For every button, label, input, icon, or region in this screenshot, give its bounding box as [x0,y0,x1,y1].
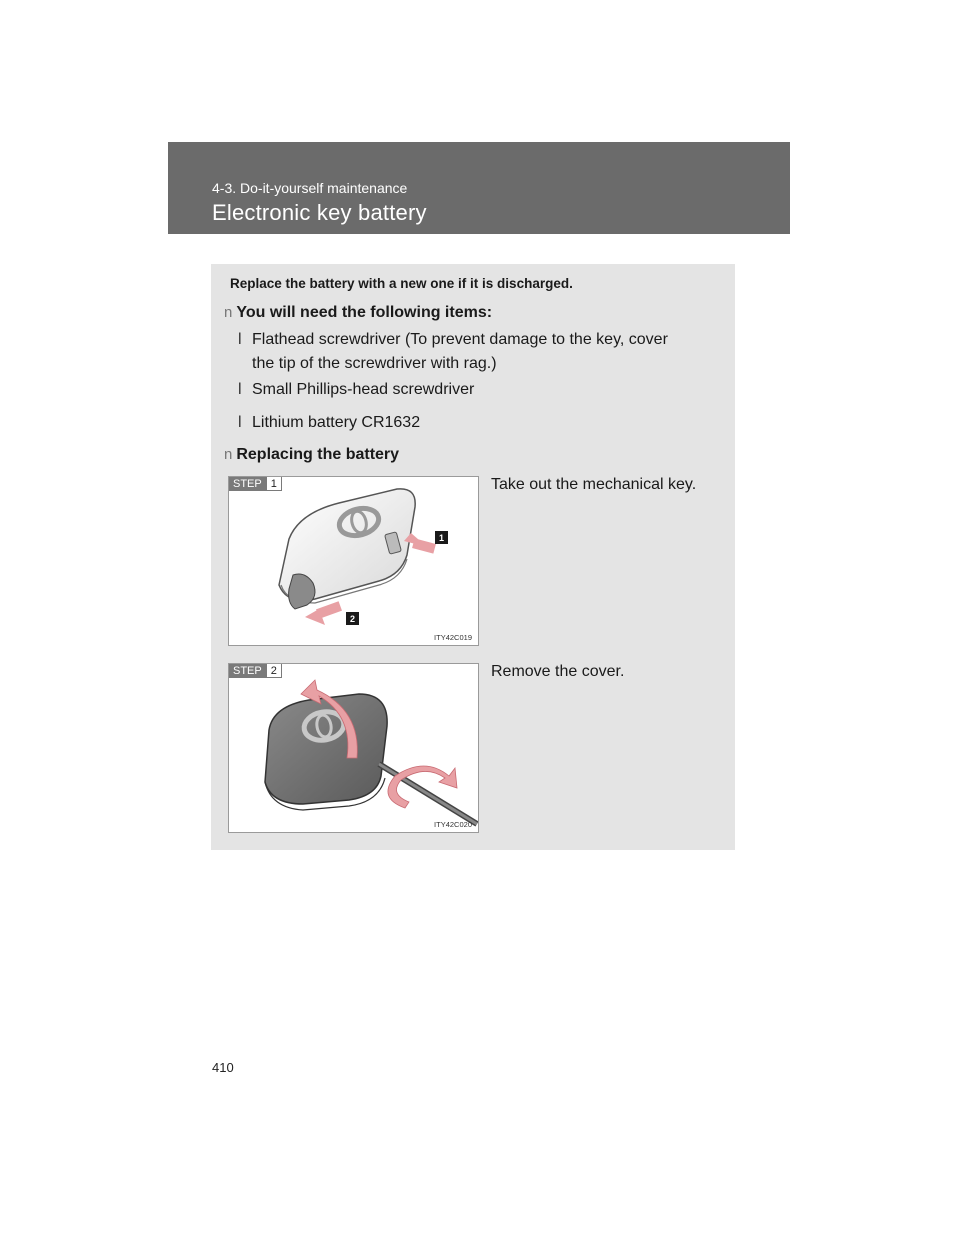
list-marker: l [238,331,242,348]
list-item [238,378,718,402]
figure-code: ITY42C019 [434,633,472,642]
callout-1: 1 [438,533,445,543]
list-item-text: Small Phillips‑head screwdriver [252,381,475,398]
list-marker: l [238,414,242,431]
content-panel [211,264,735,850]
step-label: STEP [229,664,266,678]
key-removal-illustration [229,477,478,645]
figure-code: ITY42C020 [434,820,472,829]
callout-2: 2 [349,614,356,624]
list-item [238,411,718,435]
list-item-continuation: the tip of the screwdriver with rag.) [252,355,497,372]
step-2-text: Remove the cover. [491,663,625,680]
replace-heading [224,446,399,464]
page-number: 410 [212,1060,234,1075]
items-heading-text: You will need the following items: [236,304,493,321]
heading-marker: n [224,304,233,321]
list-item-text: Lithium battery CR1632 [252,414,421,431]
replace-heading-text: Replacing the battery [236,446,400,463]
page-title: Electronic key battery [212,200,427,225]
list-item [238,328,718,376]
step-1-badge [229,477,282,491]
step-2-figure [228,663,479,833]
step-number: 2 [266,664,282,678]
heading-marker: n [224,446,233,463]
items-heading [224,304,492,322]
step-number: 1 [266,477,282,491]
step-1-text: Take out the mechanical key. [491,476,697,493]
list-marker: l [238,381,242,398]
step-2-badge [229,664,282,678]
chapter-header [168,142,790,234]
intro-text: Replace the battery with a new one if it is discharged. [230,276,573,291]
step-label: STEP [229,477,266,491]
cover-removal-illustration [229,664,478,832]
section-label: 4‑3. Do‑it‑yourself maintenance [212,180,408,196]
list-item-text: Flathead screwdriver (To prevent damage to the key, cover [252,331,668,348]
step-1-figure [228,476,479,646]
